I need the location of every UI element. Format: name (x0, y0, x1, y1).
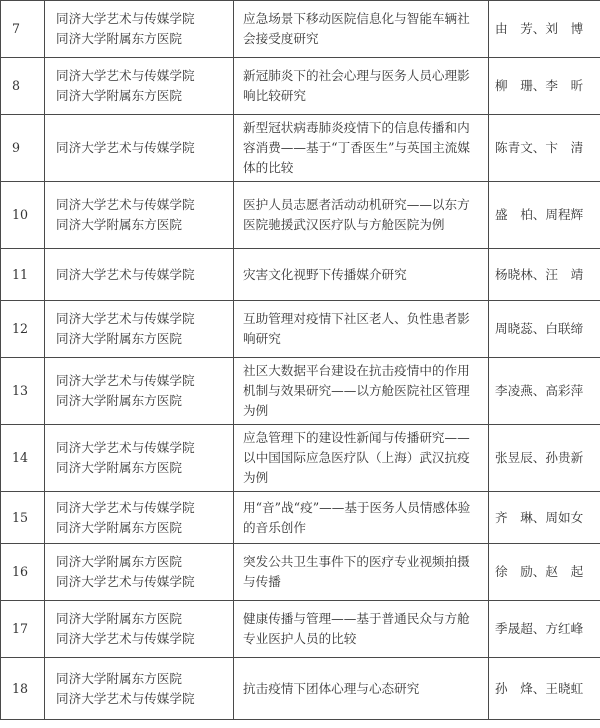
institution-name: 同济大学附属东方医院 (56, 460, 182, 475)
project-topic (234, 358, 489, 425)
table-row (1, 249, 600, 301)
institution-name: 同济大学附属东方医院 (56, 331, 182, 346)
project-authors: 周晓蕊、白联缔 (489, 301, 600, 358)
project-authors: 柳 珊、李 昕 (489, 58, 600, 115)
row-number: 15 (1, 492, 45, 544)
project-topic-text: 社区大数据平台建设在抗击疫情中的作用机制与效果研究——以方舱医院社区管理为例 (243, 363, 470, 418)
institution-name: 同济大学艺术与传媒学院 (56, 440, 195, 455)
project-topic-text: 应急管理下的建设性新闻与传播研究——以中国国际应急医疗队（上海）武汉抗疫为例 (243, 430, 470, 485)
institution-cell (45, 658, 234, 720)
institution-name: 同济大学艺术与传媒学院 (56, 311, 195, 326)
table-row (1, 1, 600, 58)
institution-name: 同济大学艺术与传媒学院 (56, 68, 195, 83)
institution-cell (45, 249, 234, 301)
institution-name: 同济大学附属东方医院 (56, 88, 182, 103)
project-topic-text: 新型冠状病毒肺炎疫情下的信息传播和内容消费——基于“丁香医生”与英国主流媒体的比较 (243, 120, 470, 175)
row-number: 14 (1, 425, 45, 492)
institution-cell (45, 601, 234, 658)
institution-name: 同济大学附属东方医院 (56, 393, 182, 408)
row-number: 8 (1, 58, 45, 115)
project-topic (234, 601, 489, 658)
row-number: 13 (1, 358, 45, 425)
row-number: 7 (1, 1, 45, 58)
institution-name: 同济大学附属东方医院 (56, 31, 182, 46)
row-number: 18 (1, 658, 45, 720)
table-row (1, 601, 600, 658)
row-number: 17 (1, 601, 45, 658)
row-number: 12 (1, 301, 45, 358)
row-number: 11 (1, 249, 45, 301)
project-authors: 李凌燕、高彩萍 (489, 358, 600, 425)
project-topic-text: 灾害文化视野下传播媒介研究 (243, 266, 407, 282)
project-topic (234, 58, 489, 115)
row-number: 10 (1, 182, 45, 249)
row-number: 16 (1, 544, 45, 601)
institution-cell (45, 492, 234, 544)
project-topic-text: 互助管理对疫情下社区老人、负性患者影响研究 (243, 311, 470, 346)
project-authors: 张昱辰、孙贵新 (489, 425, 600, 492)
project-authors: 盛 柏、周程辉 (489, 182, 600, 249)
project-topic-text: 突发公共卫生事件下的医疗专业视频拍摄与传播 (243, 554, 470, 589)
institution-name: 同济大学附属东方医院 (56, 554, 182, 569)
project-topic-text: 新冠肺炎下的社会心理与医务人员心理影响比较研究 (243, 68, 470, 103)
institution-cell (45, 58, 234, 115)
project-topic-text: 抗击疫情下团体心理与心态研究 (243, 680, 420, 696)
project-topic-text: 健康传播与管理——基于普通民众与方舱专业医护人员的比较 (243, 611, 470, 646)
project-authors: 孙 烽、王晓虹 (489, 658, 600, 720)
project-topic (234, 1, 489, 58)
project-authors: 杨晓林、汪 靖 (489, 249, 600, 301)
institution-name: 同济大学艺术与传媒学院 (56, 373, 195, 388)
project-topic (234, 544, 489, 601)
institution-name: 同济大学艺术与传媒学院 (56, 631, 195, 646)
project-authors: 齐 琳、周如女 (489, 492, 600, 544)
table-row (1, 301, 600, 358)
institution-name: 同济大学艺术与传媒学院 (56, 140, 195, 155)
institution-cell (45, 301, 234, 358)
project-topic (234, 182, 489, 249)
institution-name: 同济大学附属东方医院 (56, 519, 182, 535)
institution-name: 同济大学艺术与传媒学院 (56, 11, 195, 26)
institution-cell (45, 1, 234, 58)
project-topic (234, 492, 489, 544)
table-row (1, 658, 600, 720)
table-row (1, 358, 600, 425)
project-table-body (1, 1, 600, 720)
table-row (1, 58, 600, 115)
project-topic (234, 249, 489, 301)
institution-name: 同济大学艺术与传媒学院 (56, 197, 195, 212)
project-authors: 徐 励、赵 起 (489, 544, 600, 601)
project-topic-text: 医护人员志愿者活动动机研究——以东方医院驰援武汉医疗队与方舱医院为例 (243, 197, 470, 232)
institution-name: 同济大学附属东方医院 (56, 217, 182, 232)
institution-name: 同济大学附属东方医院 (56, 670, 182, 686)
row-number: 9 (1, 115, 45, 182)
institution-cell (45, 425, 234, 492)
institution-cell (45, 358, 234, 425)
institution-cell (45, 182, 234, 249)
project-topic (234, 301, 489, 358)
institution-cell (45, 115, 234, 182)
table-row (1, 115, 600, 182)
project-authors: 季晟超、方红峰 (489, 601, 600, 658)
table-row (1, 492, 600, 544)
institution-name: 同济大学附属东方医院 (56, 611, 182, 626)
table-row (1, 544, 600, 601)
project-topic-text: 应急场景下移动医院信息化与智能车辆社会接受度研究 (243, 11, 470, 46)
project-topic (234, 658, 489, 720)
project-topic (234, 115, 489, 182)
table-row (1, 425, 600, 492)
institution-name: 同济大学艺术与传媒学院 (56, 690, 195, 706)
institution-name: 同济大学艺术与传媒学院 (56, 574, 195, 589)
institution-cell (45, 544, 234, 601)
table-row (1, 182, 600, 249)
project-authors: 由 芳、刘 博 (489, 1, 600, 58)
project-topic (234, 425, 489, 492)
institution-name: 同济大学艺术与传媒学院 (56, 499, 195, 515)
project-topic-text: 用“音”战“疫”——基于医务人员情感体验的音乐创作 (243, 499, 471, 535)
institution-name: 同济大学艺术与传媒学院 (56, 266, 195, 282)
project-authors: 陈青文、卞 清 (489, 115, 600, 182)
